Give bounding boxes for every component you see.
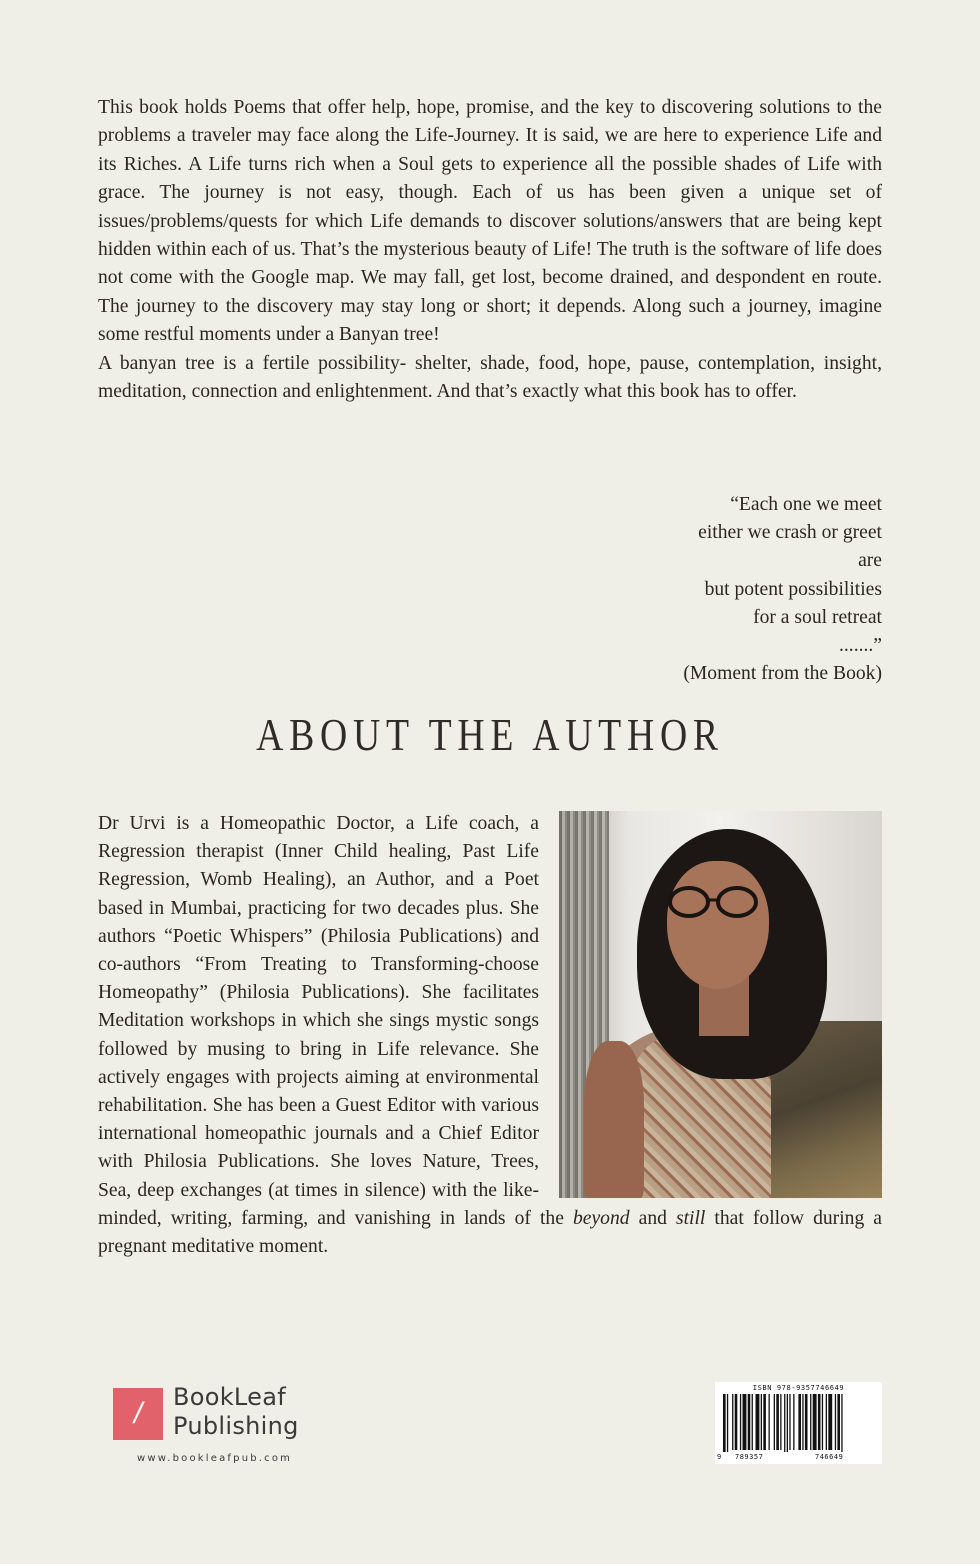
author-bio xyxy=(98,810,882,1261)
bio-text: and xyxy=(629,1207,676,1229)
publisher-name xyxy=(173,1383,299,1441)
blurb-paragraph: This book holds Poems that offer help, hope, promise, and the key to discovering solutions to the problems a traveler may face along the Life-Journey. It is said, we are here to experience Life and its Riches. A Life turns rich when a Soul gets to experience all the possible shades of Life with grace. The journey is not easy, though. Each of us has been given a unique set of issues/problems/quests for which Life demands to discover solutions/answers that are being kept hidden within each of us. That’s the mysterious beauty of Life! The truth is the software of life does not come with the Google map. We may fall, get lost, become drained, and despondent en route. The journey to the discovery may stay long or short; it depends. Along such a journey, imagine some restful moments under a Banyan tree! xyxy=(98,97,882,346)
poem-line: “Each one we meet xyxy=(730,494,882,515)
bio-text: that follow during a pregnant meditative moment. xyxy=(98,1207,882,1258)
barcode-digits-left: 789357 xyxy=(735,1453,764,1461)
author-photo xyxy=(559,811,882,1198)
publisher-name-line: BookLeaf xyxy=(173,1383,287,1411)
publisher-url: www.bookleafpub.com xyxy=(137,1453,293,1464)
bio-emphasis: still xyxy=(675,1207,706,1229)
barcode-bars xyxy=(723,1394,875,1452)
publisher-name-line: Publishing xyxy=(173,1412,299,1440)
poem-line: either we crash or greet xyxy=(698,522,882,544)
poem-line: but potent possibilities xyxy=(704,578,882,600)
back-cover-blurb xyxy=(98,94,882,406)
poem-line: for a soul retreat xyxy=(753,606,882,628)
isbn-barcode xyxy=(715,1382,882,1464)
poem-line: are xyxy=(858,550,882,572)
about-author-heading: ABOUT THE AUTHOR xyxy=(256,709,724,760)
bio-text: Dr Urvi is a Homeopathic Doctor, a Life coach, a Regression therapist (Inner Child healing, Past Life Regression, Womb Healing), an Author, and a Poet based in Mumbai, practicing for two decades plus. She authors “Poetic Whispers” (Philosia Publications) and co-authors “From Treating to Transforming-choose Homeopathy” (Philosia Publications). She facilitates Meditation workshops in which she sings mystic songs followed by musing to bring in Life relevance. She actively engages with projects aiming at environmental rehabilitation. She has been a Guest Editor with various international homeopathic journals and a Chief Editor with Philosia Publications. She loves Nature, Trees, Sea, deep exchanges (at times in silence) with the like-minded, writing, farming, and vanishing in lands of the xyxy=(98,813,573,1229)
publisher-logo xyxy=(113,1383,313,1467)
poem-line: .......” xyxy=(839,635,882,657)
bio-emphasis: beyond xyxy=(572,1207,630,1229)
blurb-paragraph: A banyan tree is a fertile possibility- shelter, shade, food, hope, pause, contemplation, insight, meditation, connection and enlightenment. And that’s exactly what this book has to offer. xyxy=(98,352,882,403)
barcode-digits-right: 746649 xyxy=(815,1453,844,1461)
isbn-label: ISBN 978-9357746649 xyxy=(752,1384,845,1392)
publisher-logo-mark: / xyxy=(113,1388,163,1440)
barcode-digit-lead: 9 xyxy=(717,1453,722,1461)
poem-excerpt xyxy=(560,491,882,688)
poem-attribution: (Moment from the Book) xyxy=(683,663,882,685)
